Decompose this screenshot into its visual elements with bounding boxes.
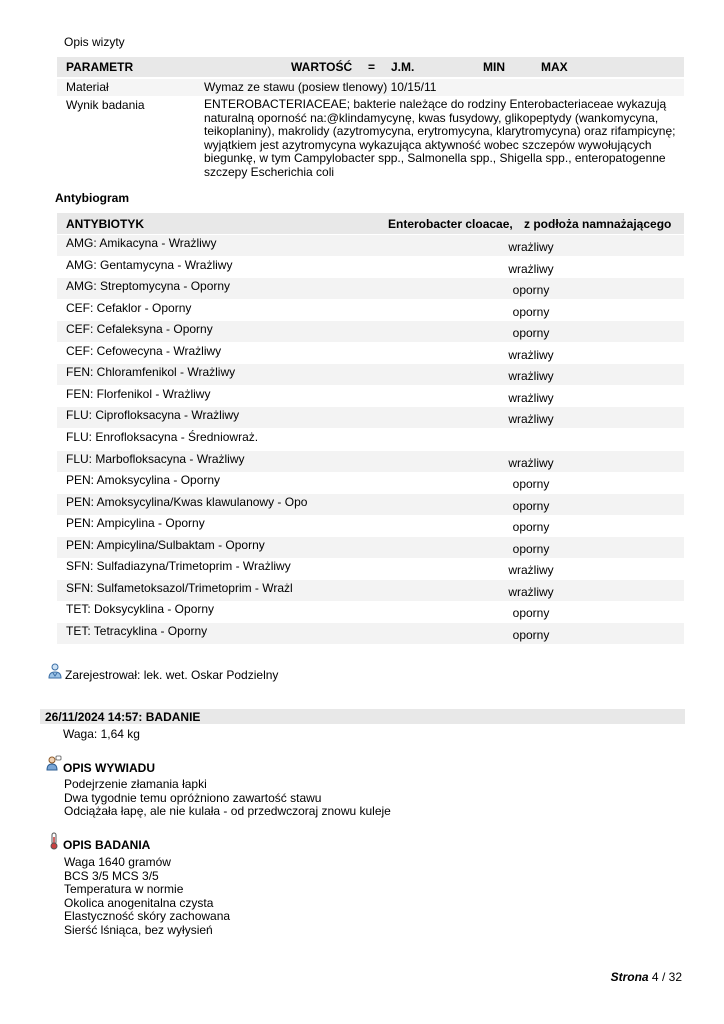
result-line: ENTEROBACTERIACEAE; bakterie należące do rodziny Enterobacteriaceae wykazują: [204, 97, 667, 111]
col-source: z podłoża namnażającego: [524, 217, 672, 231]
antibiotic-row: [57, 537, 684, 558]
interview-line: Odciążała łapę, ale nie kulała - od przedwczoraj znowu kuleje: [64, 804, 391, 818]
antibiotic-name: AMG: Streptomycyna - Oporny: [66, 279, 231, 293]
exam-header: 26/11/2024 14:57: BADANIE: [45, 710, 201, 724]
param-value: Wymaz ze stawu (posiew tlenowy) 10/15/11: [204, 80, 437, 94]
antibiotic-row: [57, 558, 684, 579]
antibiotic-result: wrażliwy: [508, 585, 554, 599]
page-separator: /: [661, 970, 666, 984]
antibiotic-name: CEF: Cefowecyna - Wrażliwy: [66, 344, 222, 358]
param-row-result: [57, 97, 684, 183]
antibiotic-name: FEN: Chloramfenikol - Wrażliwy: [66, 365, 236, 379]
antibiotic-name: CEF: Cefaklor - Oporny: [66, 301, 192, 315]
antibiotic-row: [57, 601, 684, 622]
antibiotic-name: TET: Doksycyklina - Oporny: [66, 602, 215, 616]
antibiotic-name: FEN: Florfenikol - Wrażliwy: [66, 387, 211, 401]
antibiotic-row: [57, 623, 684, 644]
antibiotic-result: wrażliwy: [508, 262, 554, 276]
param-row-material: [57, 79, 684, 96]
col-eq: =: [368, 60, 376, 74]
antibiotic-name: PEN: Ampicylina/Sulbaktam - Oporny: [66, 538, 265, 552]
antibiotic-row: [57, 257, 684, 278]
antibiotic-result: oporny: [512, 477, 550, 491]
examination-line: Waga 1640 gramów: [64, 855, 171, 869]
antibiotic-result: oporny: [512, 520, 550, 534]
antibiotic-result: wrażliwy: [508, 412, 554, 426]
interview-icon: [46, 755, 62, 774]
page-number: 4: [651, 970, 659, 984]
antibiotic-name: SFN: Sulfadiazyna/Trimetoprim - Wrażliwy: [66, 559, 291, 573]
doctor-icon: [47, 663, 63, 682]
result-line: naturalną oporność na:@klindamycynę, kwas fusydowy, glikopeptydy (wankomycyna,: [204, 110, 659, 125]
page-total: 32: [668, 970, 682, 984]
interview-line: Dwa tygodnie temu opróżniono zawartość stawu: [64, 790, 322, 805]
antibiotic-name: CEF: Cefaleksyna - Oporny: [66, 322, 213, 336]
visit-title: Opis wizyty: [64, 35, 125, 49]
result-line: wyjątkiem jest azytromycyna wykazująca aktywność wobec szczepów wywołujących: [204, 137, 652, 152]
antibiotic-row: [57, 386, 684, 407]
param-value-result: [204, 98, 680, 179]
antibiotic-result: oporny: [512, 499, 550, 513]
examination-line: Temperatura w normie: [64, 882, 184, 896]
antibiotic-row: [57, 515, 684, 536]
antibiotic-name: SFN: Sulfametoksazol/Trimetoprim - Wrażl: [66, 581, 293, 595]
result-line: szczepy Escherichia coli: [204, 164, 335, 179]
antibiotic-name: PEN: Ampicylina - Oporny: [66, 516, 205, 530]
antibiotic-result: oporny: [512, 305, 550, 319]
param-label: Wynik badania: [66, 98, 145, 112]
col-organism: Enterobacter cloacae,: [388, 217, 513, 231]
param-table-header: [57, 57, 684, 77]
antibiotic-row: [57, 494, 684, 515]
antibiotic-row: [57, 407, 684, 428]
examination-line: BCS 3/5 MCS 3/5: [64, 868, 159, 883]
antibiotic-result: wrażliwy: [508, 391, 554, 405]
antibiotic-result: wrażliwy: [508, 563, 554, 577]
interview-line: Podejrzenie złamania łapki: [64, 777, 207, 791]
antibiotic-result: oporny: [512, 283, 550, 297]
antibiogram-header: [57, 213, 684, 234]
page-label: Strona: [610, 970, 649, 984]
antibiotic-result: oporny: [512, 628, 550, 642]
col-max: MAX: [541, 60, 568, 74]
interview-title: OPIS WYWIADU: [63, 761, 155, 775]
antibiotic-result: wrażliwy: [508, 240, 554, 254]
registered-by: Zarejestrował: lek. wet. Oskar Podzielny: [65, 668, 279, 682]
antibiotic-row: [57, 580, 684, 601]
antibiotic-row: [57, 235, 684, 256]
antibiotic-name: FLU: Marbofloksacyna - Wrażliwy: [66, 452, 245, 466]
examination-line: Okolica anogenitalna czysta: [64, 895, 214, 910]
exam-weight: Waga: 1,64 kg: [63, 727, 140, 741]
antibiotic-row: [57, 278, 684, 299]
examination-line: Elastyczność skóry zachowana: [64, 909, 231, 923]
antibiotic-name: FLU: Enrofloksacyna - Średniowraż.: [66, 430, 259, 444]
col-value: WARTOŚĆ: [291, 60, 353, 74]
examination-line: Sierść lśniąca, bez wyłysień: [64, 922, 213, 937]
antibiotic-result: wrażliwy: [508, 369, 554, 383]
examination-title: OPIS BADANIA: [63, 838, 151, 852]
col-unit: J.M.: [391, 60, 415, 74]
thermometer-icon: [49, 832, 59, 853]
antibiotic-name: PEN: Amoksycylina - Oporny: [66, 473, 221, 487]
antibiotic-row: [57, 321, 684, 342]
antibiotic-result: wrażliwy: [508, 348, 554, 362]
col-antibiotic: ANTYBIOTYK: [66, 217, 144, 231]
antibiogram-title: Antybiogram: [55, 191, 130, 205]
antibiotic-name: AMG: Gentamycyna - Wrażliwy: [66, 258, 233, 272]
result-line: teikoplaniny), makrolidy (azytromycyna, erytromycyna, klarytromycyna) oraz rifampicynę;: [204, 124, 676, 138]
antibiotic-name: TET: Tetracyklina - Oporny: [66, 624, 208, 638]
antibiotic-name: PEN: Amoksycylina/Kwas klawulanowy - Opo: [66, 495, 308, 509]
examination-body: [64, 856, 230, 937]
page-footer: [611, 970, 682, 984]
exam-section-bar: [40, 709, 685, 724]
param-label: Materiał: [66, 80, 109, 94]
antibiotic-result: oporny: [512, 606, 550, 620]
col-param: PARAMETR: [66, 60, 134, 74]
antibiotic-row: [57, 472, 684, 493]
antibiotic-name: FLU: Ciprofloksacyna - Wrażliwy: [66, 408, 240, 422]
antibiotic-row: [57, 451, 684, 472]
col-min: MIN: [483, 60, 505, 74]
antibiotic-name: AMG: Amikacyna - Wrażliwy: [66, 236, 217, 250]
antibiotic-result: wrażliwy: [508, 456, 554, 470]
antibiotic-row: [57, 364, 684, 385]
antibiotic-result: oporny: [512, 326, 550, 340]
antibiotic-result: oporny: [512, 542, 550, 556]
antibiotic-row: [57, 300, 684, 321]
interview-body: [64, 778, 391, 819]
antibiotic-row: [57, 343, 684, 364]
result-line: biegunkę, w tym Campylobacter spp., Salmonella spp., Shigella spp., enteropatogenne: [204, 151, 666, 165]
antibiotic-row: [57, 429, 684, 450]
